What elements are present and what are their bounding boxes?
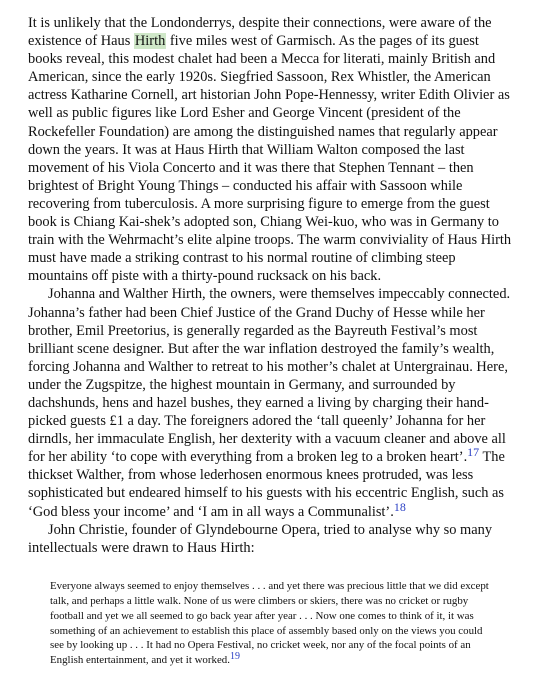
footnote-ref-17[interactable]: 17 [467, 445, 480, 460]
text-run: Johanna and Walther Hirth, the owners, were themselves impeccably connected. Johanna’s father had been Chief Justice of the Grand Duchy of Hesse while her brother, Emil Preetorius, is generally regarded as the Bayreuth Festival’s most brilliant scene designer. But after the war inflation destroyed the family’s wealth, forcing Johanna and Walther to retreat to his mother’s chalet at Untergrainau. Here, under the Zugspitze, the highest mountain in Germany, and surrounded by dachshunds, hens and hazel bushes, they earned a living by charging their hand-picked guests £1 a day. The foreigners adored the ‘tall queenly’ Johanna for her dirndls, her immaculate English, her dexterity with a vacuum cleaner and above all for her ability ‘to cope with everything from a broken leg to a broken heart’. [28, 286, 511, 466]
text-run: John Christie, founder of Glyndebourne Opera, tried to analyse why so many intellectuals were drawn to Haus Hirth: [28, 521, 493, 556]
text-run: The thickset Walther, from whose lederhosen enormous knees protruded, was less sophisticated but endeared himself to his guests with his eccentric English, such as ‘God bless your income’ and ‘I am in all ways a Communalist’. [28, 449, 505, 520]
text-run: It is unlikely that the Londonderrys, despite their connections, were aware of the existence of Haus [28, 15, 492, 50]
search-highlight[interactable]: Hirth [134, 33, 166, 50]
paragraph-1 [28, 14, 512, 285]
block-quote [50, 579, 496, 668]
footnote-ref-18[interactable]: 18 [393, 499, 406, 514]
paragraph-3 [28, 521, 512, 557]
footnote-ref-19[interactable]: 19 [229, 651, 240, 663]
text-run: five miles west of Garmisch. As the pages of its guest books reveal, this modest chalet had been a Mecca for literati, mainly British and American, since the early 1920s. Siegfried Sassoon, Rex Whistler, the American actress Katharine Cornell, art historian John Pope-Hennessy, writer Edith Olivier as well as public figures like Lord Esher and George Vincent (president of the Rockefeller Foundation) are among the distinguished names that regularly appear down the years. It was at Haus Hirth that William Walton composed the last movement of his Viola Concerto and it was there that Stephen Tennant – then brightest of Bright Young Things – conducted his affair with Sassoon while recovering from tuberculosis. A more surprising figure to emerge from the guest book is Chiang Kai-shek’s adopted son, Chiang Wei-kuo, who was in Germany to train with the Wehrmacht’s elite alpine troops. The warm conviviality of Haus Hirth must have made a striking contrast to his normal routine of climbing steep mountains off piste with a thirty-pound rucksack on his back. [28, 33, 512, 285]
main-text [28, 14, 512, 557]
quote-text: Everyone always seemed to enjoy themselves . . . and yet there was precious little that we did except talk, and perhaps a little walk. None of us were climbers or skiers, there was no cricket or rugby football and yet we all seemed to go back year after year . . . Now one comes to think of it, it was something of an achievement to establish this place of assembly based only on the views you could see by looking up . . . It had no Opera Festival, no cricket week, nor any of the focal points of an English entertainment, and yet it worked. [50, 579, 489, 667]
paragraph-2 [28, 285, 512, 520]
